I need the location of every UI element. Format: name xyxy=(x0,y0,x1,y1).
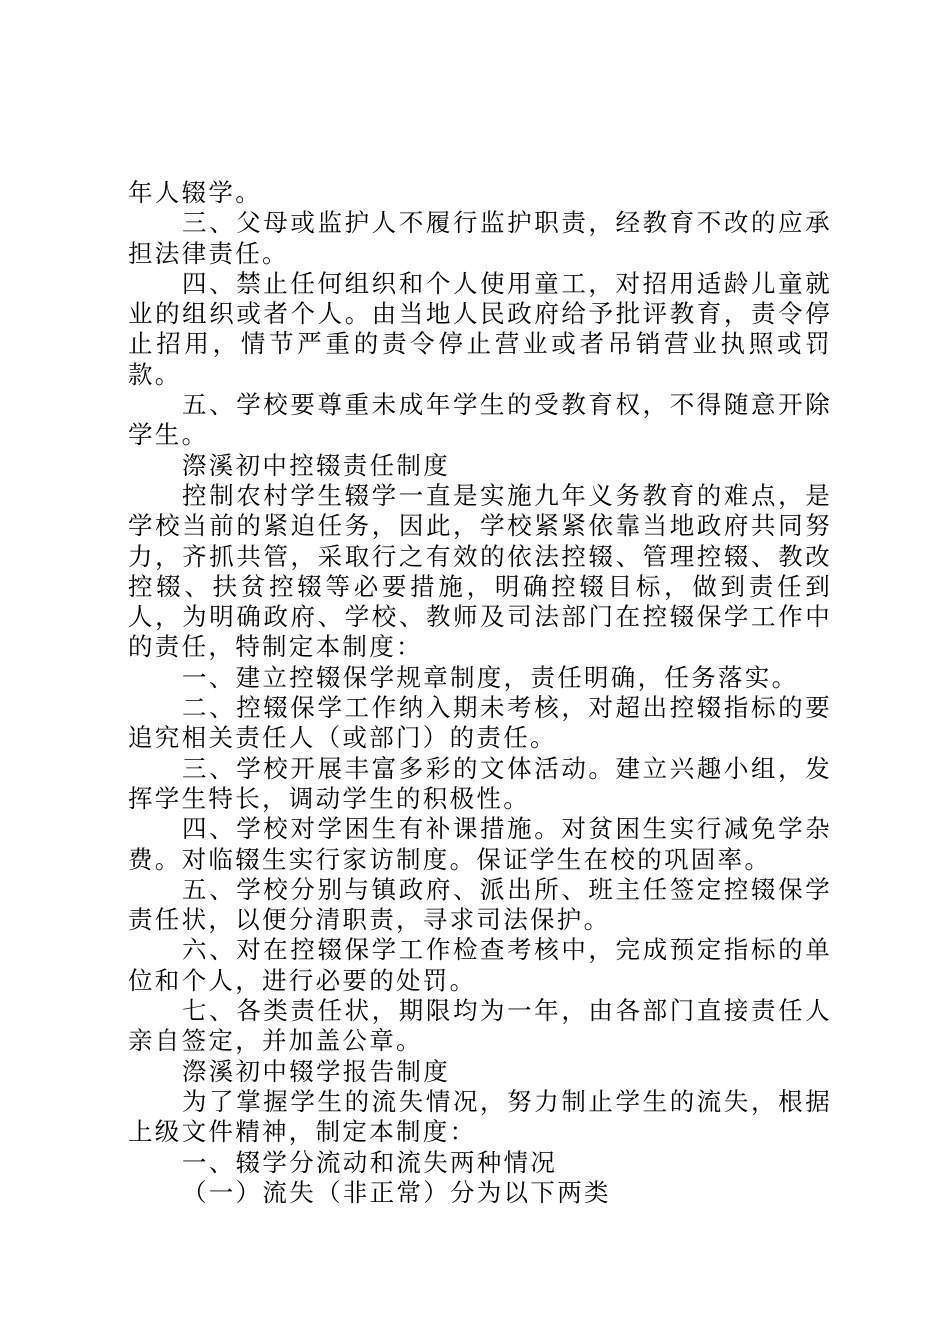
paragraph-item-5: 五、学校要尊重未成年学生的受教育权，不得随意开除学生。 xyxy=(128,390,832,450)
paragraph-report-subrule-1: （一）流失（非正常）分为以下两类 xyxy=(182,1177,611,1207)
paragraph-report-rule-1: 一、辍学分流动和流失两种情况 xyxy=(182,1147,558,1177)
paragraph-rule-2: 二、控辍保学工作纳入期未考核，对超出控辍指标的要追究相关责任人（或部门）的责任。 xyxy=(128,693,832,753)
paragraph-rule-4: 四、学校对学困生有补课措施。对贫困生实行减免学杂费。对临辍生实行家访制度。保证学生在校的巩固率。 xyxy=(128,814,832,874)
paragraph-rule-7: 七、各类责任状，期限均为一年，由各部门直接责任人亲自签定，并加盖公章。 xyxy=(128,996,832,1056)
paragraph-item-4: 四、禁止任何组织和个人使用童工，对招用适龄儿童就业的组织或者个人。由当地人民政府给予批评教育，责令停止招用，情节严重的责令停止营业或者吊销营业执照或罚款。 xyxy=(128,268,832,389)
paragraph-rule-6: 六、对在控辍保学工作检查考核中，完成预定指标的单位和个人，进行必要的处罚。 xyxy=(128,935,832,995)
section-heading-dropout-responsibility: 漈溪初中控辍责任制度 xyxy=(182,450,450,480)
section-heading-dropout-report: 漈溪初中辍学报告制度 xyxy=(182,1056,450,1086)
paragraph-rule-1: 一、建立控辍保学规章制度，责任明确，任务落实。 xyxy=(182,662,799,692)
paragraph-item-3: 三、父母或监护人不履行监护职责，经教育不改的应承担法律责任。 xyxy=(128,208,832,268)
paragraph-rule-5: 五、学校分别与镇政府、派出所、班主任签定控辍保学责任状，以便分清职责，寻求司法保护。 xyxy=(128,874,832,935)
paragraph-intro: 控制农村学生辍学一直是实施九年义务教育的难点，是学校当前的紧迫任务，因此，学校紧紧依靠当地政府共同努力，齐抓共管，采取行之有效的依法控辍、管理控辍、教改控辍、扶贫控辍等必要措施，明确控辍目标，做到责任到人，为明确政府、学校、教师及司法部门在控辍保学工作中的责任，特制定本制度： xyxy=(128,480,832,662)
paragraph-report-intro: 为了掌握学生的流失情况，努力制止学生的流失，根据上级文件精神，制定本制度： xyxy=(128,1086,832,1147)
paragraph-rule-3: 三、学校开展丰富多彩的文体活动。建立兴趣小组，发挥学生特长，调动学生的积极性。 xyxy=(128,753,832,813)
document-body xyxy=(128,178,832,1208)
paragraph-continuation: 年人辍学。 xyxy=(128,178,262,207)
